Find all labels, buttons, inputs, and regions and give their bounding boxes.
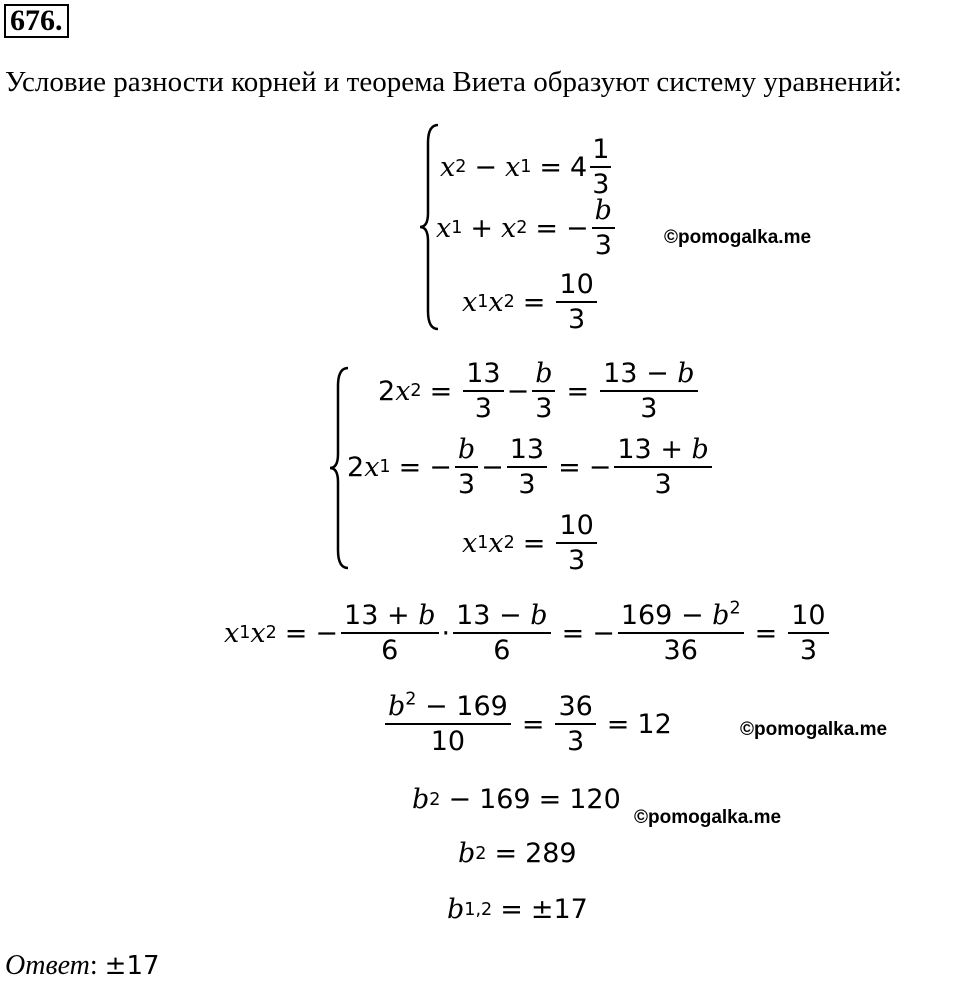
answer-value: ±17 (104, 951, 160, 981)
system2-eq3: x 1 x 2 = $\frac{10}{3}$ (462, 512, 600, 574)
system2-eq1: 2 x 2 = $\frac{13}{3}$ − $\frac{b}{3}$ = $\frac{13 - b}{3}$ (378, 360, 701, 422)
system2-eq2: 2 x 1 = − $\frac{b}{3}$ − $\frac{13}{3}$ = − $\frac{13 + b}{3}$ (347, 436, 715, 498)
watermark-3: ©pomogalka.me (634, 807, 782, 828)
problem-number: 676. (4, 4, 69, 38)
system1-eq3: x 1 x 2 = $\frac{10}{3}$ (462, 271, 600, 333)
answer-label: Ответ (5, 950, 90, 981)
system1-eq2: x 1 + x 2 = − $\frac{b}{3}$ (436, 197, 618, 259)
b-squared-fraction-equation: $\frac{b^2 - 169}{10}$ = $\frac{36}{3}$ = 12 (382, 693, 672, 755)
intro-text: Условие разности корней и теорема Виета образуют систему уравнений: (5, 66, 902, 98)
b-roots: b 1,2 = ± 17 (447, 894, 588, 925)
b-squared-value: b 2 = 289 (458, 838, 577, 869)
watermark-2: ©pomogalka.me (740, 719, 888, 740)
product-equation: x 1 x 2 = − $\frac{13 + b}{6}$ · $\frac{13 - b}{6}$ = − $\frac{169 - b^2}{36}$ = $\frac{10}{3}$ (224, 602, 832, 664)
watermark-1: ©pomogalka.me (664, 227, 812, 248)
answer: Ответ: ±17 (5, 950, 160, 981)
b-squared-minus-equation: b 2 − 169 = 120 (412, 784, 621, 815)
system1-eq1: x 2 − x 1 = 4 $\frac{1}{3}$ (440, 134, 610, 200)
